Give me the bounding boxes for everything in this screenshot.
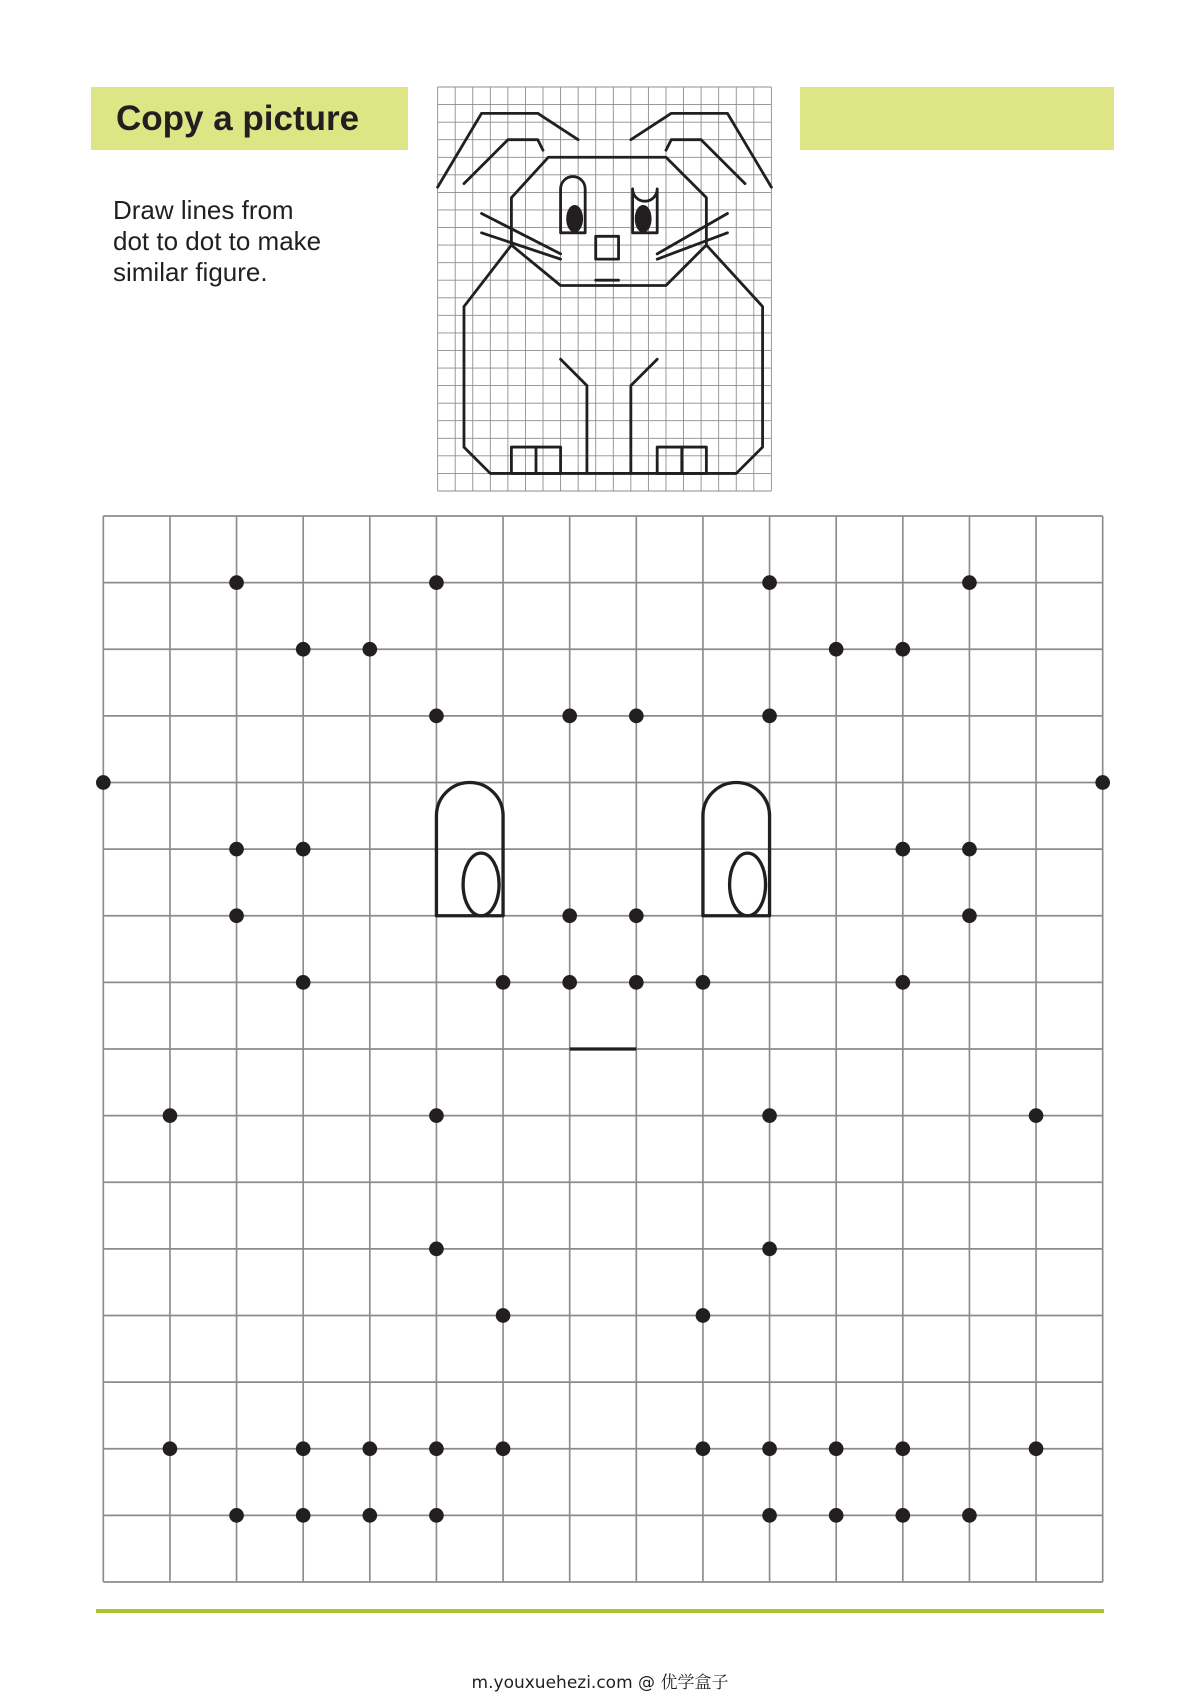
right-whiskers [657,213,727,259]
connect-dot[interactable] [296,1441,311,1456]
connect-dot[interactable] [163,1441,178,1456]
connect-dot[interactable] [962,908,977,923]
connect-dot[interactable] [362,1508,377,1523]
connect-dot[interactable] [229,1508,244,1523]
connect-dot[interactable] [296,642,311,657]
connect-dot[interactable] [895,1441,910,1456]
connect-dot[interactable] [762,1441,777,1456]
connect-dot[interactable] [562,908,577,923]
connect-dot[interactable] [163,1108,178,1123]
connect-dot[interactable] [296,1508,311,1523]
practice-left-pupil [463,853,499,916]
example-rabbit-grid [414,87,795,491]
accent-banner [800,87,1114,150]
connect-dot[interactable] [629,975,644,990]
connect-dot[interactable] [296,975,311,990]
connect-dot[interactable] [895,975,910,990]
connect-dot[interactable] [562,709,577,724]
connect-dot[interactable] [696,975,711,990]
connect-dot[interactable] [696,1441,711,1456]
connect-dot[interactable] [1029,1108,1044,1123]
connect-dot[interactable] [362,1441,377,1456]
bottom-rule [96,1609,1104,1613]
connect-dot[interactable] [429,1108,444,1123]
connect-dot[interactable] [229,842,244,857]
connect-dot[interactable] [762,1508,777,1523]
connect-dot[interactable] [1029,1441,1044,1456]
connect-dot[interactable] [429,575,444,590]
connect-dot[interactable] [762,1108,777,1123]
connect-dot[interactable] [496,1441,511,1456]
practice-dot-grid [103,516,1103,1582]
connect-dot[interactable] [829,642,844,657]
connect-dot[interactable] [496,1308,511,1323]
connect-dot[interactable] [762,1242,777,1257]
head-outline [511,157,706,285]
connect-dot[interactable] [829,1441,844,1456]
connect-dot[interactable] [895,1508,910,1523]
connect-dot[interactable] [962,1508,977,1523]
connect-dot[interactable] [1095,775,1110,790]
connect-dot[interactable] [229,575,244,590]
connect-dot[interactable] [429,1441,444,1456]
connect-dot[interactable] [962,842,977,857]
connect-dot[interactable] [429,1508,444,1523]
connect-dot[interactable] [962,575,977,590]
connect-dot[interactable] [562,975,577,990]
title-banner [91,87,408,150]
footer-credit: m.youxuehezi.com @ 优学盒子 [471,1673,729,1693]
practice-right-pupil [730,853,766,916]
connect-dot[interactable] [895,842,910,857]
connect-dot[interactable] [96,775,111,790]
page-title: Copy a picture [116,98,360,138]
connect-dot[interactable] [696,1308,711,1323]
left-pupil [568,206,582,231]
instruction-line: Draw lines from [113,195,294,225]
connect-dot[interactable] [895,642,910,657]
connect-dot[interactable] [362,642,377,657]
nose [596,236,619,259]
connect-dot[interactable] [829,1508,844,1523]
connect-dot[interactable] [429,1242,444,1257]
instructions [113,195,393,288]
connect-dot[interactable] [229,908,244,923]
connect-dot[interactable] [496,975,511,990]
instruction-line: dot to dot to make [113,226,322,256]
example-grid-lines [438,87,772,491]
connect-dot[interactable] [429,709,444,724]
connect-dot[interactable] [762,575,777,590]
connect-dot[interactable] [629,709,644,724]
connect-dot[interactable] [762,709,777,724]
instruction-line: similar figure. [113,257,268,287]
connect-dot[interactable] [296,842,311,857]
right-pupil [636,206,650,231]
rabbit-figure [438,113,772,473]
connect-dot[interactable] [629,908,644,923]
